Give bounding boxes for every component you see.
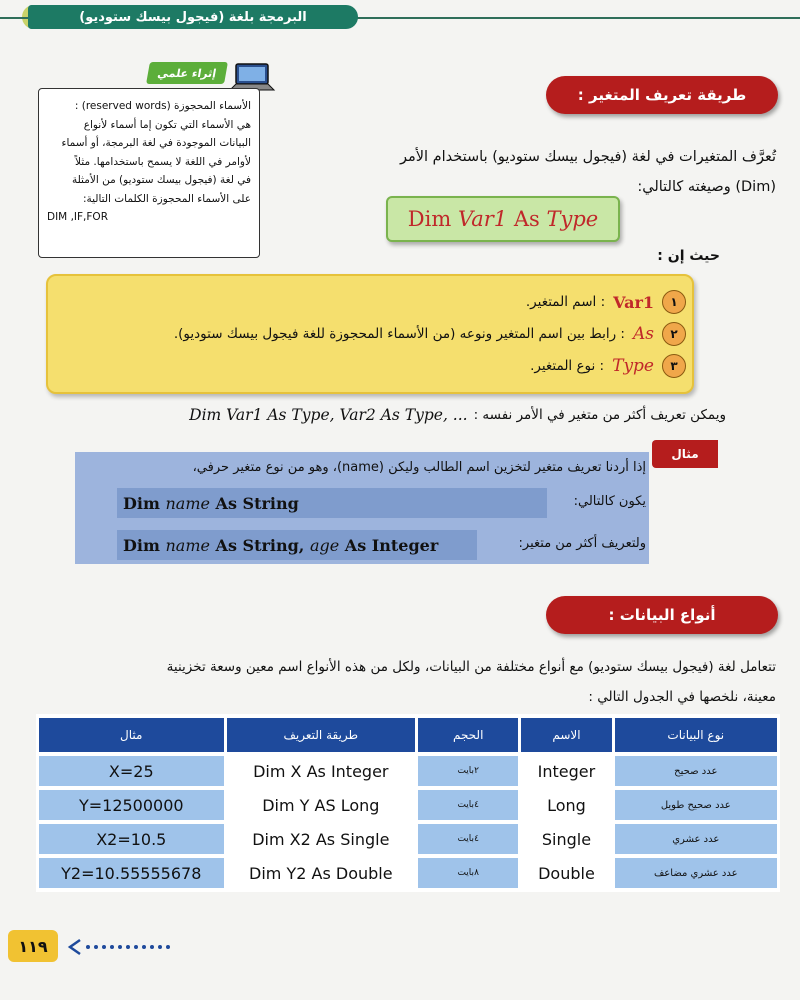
enrichment-examples: DIM ,IF,FOR [47,211,108,223]
multi-var-line [86,406,726,424]
table-header-row [39,718,777,752]
table-header: نوع البيانات [615,718,777,752]
definitions-list [60,286,686,382]
section-heading-variable-definition: طريقة تعريف المتغير : [546,76,778,114]
example-line: إذا أردنا تعريف متغير لتخزين اسم الطالب وليكن (name)، وهو من نوع متغير حرفي، [192,460,646,475]
syntax-type: Type [546,207,599,231]
example-line: ولتعريف أكثر من متغير: [518,536,646,551]
intro-paragraph [290,142,776,202]
definition-item [60,318,686,350]
cell-example: Y2=10.55555678 [39,858,224,888]
section-heading-data-types: أنواع البيانات : [546,596,778,634]
table-header: الحجم [418,718,518,752]
page-number: ١١٩ [8,930,58,962]
intro-line: (Dim) وصيغته كالتالي: [637,179,776,195]
code-identifier: name [165,493,210,513]
multi-var-text: ويمكن تعريف أكثر من متغير في الأمر نفسه : [473,407,726,423]
cell-name: Integer [521,756,611,786]
enrichment-line: في لغة (فيجول بيسك ستوديو) من الأمثلة [71,174,251,186]
code-rest: As String [215,493,299,513]
item-number: ٢ [662,322,686,346]
syntax-box [386,196,620,242]
enrichment-tag: إثراء علمي [146,62,228,84]
item-number: ٣ [662,354,686,378]
example-label: مثال [652,440,718,468]
definition-item [60,286,686,318]
chapter-title: البرمجة بلغة (فيجول بيسك ستوديو) [28,5,358,29]
code-rest: As Integer [344,535,439,555]
table-header: مثال [39,718,224,752]
cell-declaration: Dim X2 As Single [227,824,416,854]
example-line: يكون كالتالي: [573,494,646,509]
enrichment-line: هي الأسماء التي تكون إما أسماء لأنواع [83,118,251,131]
syntax-var: Var1 [457,207,508,231]
cell-size: ٤بايت [418,824,518,854]
enrichment-line: البيانات الموجودة في لغة البرمجة، أو أسماء [61,137,251,149]
cell-size: ٢بايت [418,756,518,786]
cell-type: عدد صحيح [615,756,777,786]
enrichment-line: لأوامر في اللغة لا يسمح باستخدامها. مثلاً [75,155,251,168]
data-types-table [36,714,780,892]
cell-type: عدد عشري مضاعف [615,858,777,888]
code-keyword: Dim [123,535,160,555]
code-keyword: Dim [123,493,160,513]
enrichment-line: على الأسماء المحجوزة الكلمات التالية: [82,192,251,205]
table-header: طريقة التعريف [227,718,416,752]
table-header: الاسم [521,718,611,752]
cell-declaration: Dim Y2 As Double [227,858,416,888]
item-description: : نوع المتغير. [530,358,605,374]
table-row [39,858,777,888]
arrow-icon [66,936,186,958]
item-number: ١ [662,290,686,314]
cell-declaration: Dim X As Integer [227,756,416,786]
cell-name: Single [521,824,611,854]
item-description: : رابط بين اسم المتغير ونوعه (من الأسماء المحجوزة للغة فيجول بيسك ستوديو). [173,326,625,342]
syntax-as: As [513,207,540,231]
cell-type: عدد عشري [615,824,777,854]
cell-name: Double [521,858,611,888]
cell-size: ٨بايت [418,858,518,888]
multi-var-code: Dim Var1 As Type, Var2 As Type, ... [189,406,468,424]
cell-declaration: Dim Y AS Long [227,790,416,820]
cell-example: X=25 [39,756,224,786]
cell-example: Y=12500000 [39,790,224,820]
code-rest: As String, [215,535,305,555]
enrichment-line: الأسماء المحجوزة (reserved words) : [74,100,251,112]
item-description: : اسم المتغير. [525,294,606,310]
data-types-paragraph [24,652,776,712]
example-code-2 [117,530,477,560]
cell-example: X2=10.5 [39,824,224,854]
cell-type: عدد صحيح طويل [615,790,777,820]
enrichment-box [38,88,260,258]
where-label: حيث إن : [657,248,720,264]
item-keyword: As [632,324,654,344]
table-row [39,790,777,820]
paragraph-line: معينة، نلخصها في الجدول التالي : [588,689,776,705]
table-row [39,824,777,854]
intro-line: تُعرَّف المتغيرات في لغة (فيجول بيسك ستوديو) باستخدام الأمر [400,149,776,165]
paragraph-line: تتعامل لغة (فيجول بيسك ستوديو) مع أنواع مختلفة من البيانات، ولكل من هذه الأنواع اسم معين وسعة تخزينية [166,659,776,675]
cell-name: Long [521,790,611,820]
table-row [39,756,777,786]
syntax-keyword: Dim [407,207,452,231]
code-identifier: age [309,535,340,555]
cell-size: ٤بايت [418,790,518,820]
item-keyword: Var1 [613,292,654,312]
code-identifier: name [165,535,210,555]
example-code-1 [117,488,547,518]
definition-item [60,350,686,382]
item-keyword: Type [612,356,654,376]
